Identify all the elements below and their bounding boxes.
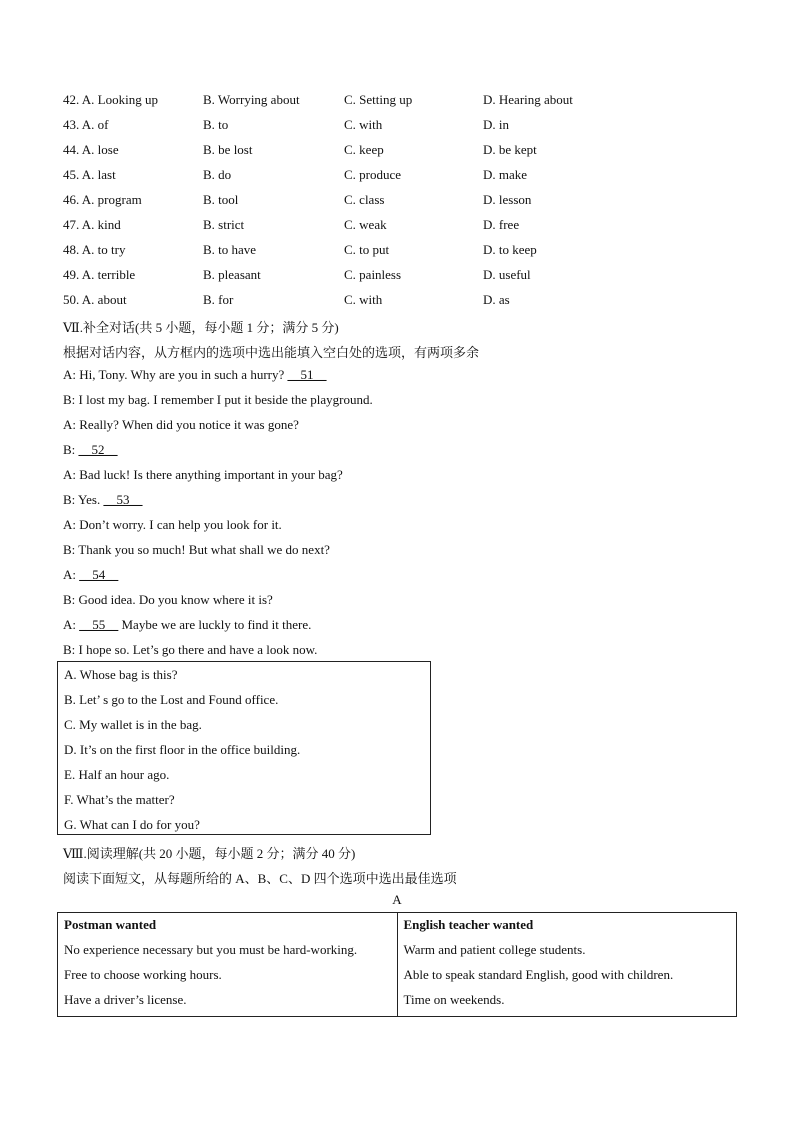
option-c: C. weak <box>344 217 387 232</box>
dialogue-line <box>63 492 142 508</box>
option-d: D. in <box>483 117 509 132</box>
dialogue-text: Maybe we are luckly to find it there. <box>118 617 312 632</box>
option-a: 49. A. terrible <box>63 267 136 282</box>
option-a: 44. A. lose <box>63 142 119 157</box>
dialogue-line <box>63 417 299 433</box>
option-row <box>63 267 743 287</box>
option-d: D. be kept <box>483 142 537 157</box>
option-c: C. to put <box>344 242 390 257</box>
dialogue-text: B: <box>63 442 79 457</box>
option-d: D. free <box>483 217 520 232</box>
option-c: C. produce <box>344 167 402 182</box>
choice-box <box>57 661 431 835</box>
dialogue-line <box>63 367 327 383</box>
ad-line: Able to speak standard English, good with children. <box>403 967 674 982</box>
option-c: C. class <box>344 192 385 207</box>
option-a: 45. A. last <box>63 167 116 182</box>
ad-line: No experience necessary but you must be hard-working. <box>64 942 358 957</box>
choice-item: E. Half an hour ago. <box>64 767 170 782</box>
dialogue-text: B: Good idea. Do you know where it is? <box>63 592 273 607</box>
dialogue-text: A: Really? When did you notice it was gone? <box>63 417 299 432</box>
ad-heading: Postman wanted <box>64 917 157 932</box>
dialogue-line <box>63 592 273 608</box>
option-d: D. Hearing about <box>483 92 573 107</box>
option-b: B. strict <box>203 217 245 232</box>
option-row <box>63 192 743 212</box>
dialogue-text: A: Hi, Tony. Why are you in such a hurry? <box>63 367 288 382</box>
option-d: D. useful <box>483 267 531 282</box>
choice-item: F. What’s the matter? <box>64 792 175 807</box>
choice-item: D. It’s on the first floor in the office building. <box>64 742 301 757</box>
option-row <box>63 217 743 237</box>
passage-label: A <box>392 892 402 907</box>
dialogue-line <box>63 567 118 583</box>
dialogue-line <box>63 517 282 533</box>
section-instruction-dialogue: 根据对话内容，从方框内的选项中选出能填入空白处的选项，有两项多余 <box>63 345 480 360</box>
option-c: C. Setting up <box>344 92 413 107</box>
option-b: B. tool <box>203 192 239 207</box>
ad-line: Have a driver’s license. <box>64 992 187 1007</box>
section-title-dialogue: Ⅶ.补全对话(共 5 小题，每小题 1 分；满分 5 分) <box>63 320 339 335</box>
option-b: B. be lost <box>203 142 253 157</box>
answer-blank: __52__ <box>78 442 118 457</box>
answer-blank: __51__ <box>287 367 327 382</box>
choice-item: C. My wallet is in the bag. <box>64 717 202 732</box>
option-a: 42. A. Looking up <box>63 92 158 107</box>
option-b: B. do <box>203 167 232 182</box>
dialogue-text: B: Yes. <box>63 492 104 507</box>
option-c: C. with <box>344 117 383 132</box>
choice-item: B. Let’ s go to the Lost and Found office. <box>64 692 279 707</box>
option-a: 50. A. about <box>63 292 127 307</box>
option-b: B. to have <box>203 242 257 257</box>
option-c: C. painless <box>344 267 402 282</box>
option-row <box>63 92 743 112</box>
answer-blank: __55__ <box>79 617 119 632</box>
dialogue-line <box>63 467 343 483</box>
option-row <box>63 142 743 162</box>
dialogue-text: A: <box>63 567 80 582</box>
option-c: C. keep <box>344 142 384 157</box>
job-ads-table <box>57 912 737 1017</box>
dialogue-text: A: Don’t worry. I can help you look for it. <box>63 517 282 532</box>
choice-item: A. Whose bag is this? <box>64 667 178 682</box>
option-a: 46. A. program <box>63 192 142 207</box>
option-row <box>63 117 743 137</box>
option-b: B. to <box>203 117 229 132</box>
option-row <box>63 167 743 187</box>
option-a: 43. A. of <box>63 117 109 132</box>
section-instruction-reading: 阅读下面短文，从每题所给的 A、B、C、D 四个选项中选出最佳选项 <box>63 871 457 886</box>
dialogue-line <box>63 442 118 458</box>
dialogue-line <box>63 617 311 633</box>
ad-line: Time on weekends. <box>403 992 505 1007</box>
answer-blank: __53__ <box>103 492 143 507</box>
option-d: D. make <box>483 167 528 182</box>
dialogue-text: A: <box>63 617 80 632</box>
option-b: B. Worrying about <box>203 92 300 107</box>
ad-english-teacher <box>397 913 737 1017</box>
option-d: D. to keep <box>483 242 537 257</box>
option-c: C. with <box>344 292 383 307</box>
dialogue-line <box>63 542 330 558</box>
option-d: D. as <box>483 292 510 307</box>
answer-blank: __54__ <box>79 567 119 582</box>
option-a: 47. A. kind <box>63 217 121 232</box>
option-b: B. for <box>203 292 234 307</box>
option-b: B. pleasant <box>203 267 261 282</box>
ad-line: Free to choose working hours. <box>64 967 222 982</box>
ad-heading: English teacher wanted <box>403 917 534 932</box>
ad-line: Warm and patient college students. <box>403 942 586 957</box>
dialogue-line <box>63 642 317 658</box>
section-title-reading: Ⅷ.阅读理解(共 20 小题，每小题 2 分；满分 40 分) <box>63 846 356 861</box>
dialogue-text: B: I hope so. Let’s go there and have a look now. <box>63 642 318 657</box>
dialogue-text: B: Thank you so much! But what shall we do next? <box>63 542 330 557</box>
option-d: D. lesson <box>483 192 532 207</box>
dialogue-text: A: Bad luck! Is there anything important in your bag? <box>63 467 343 482</box>
option-row <box>63 242 743 262</box>
dialogue-text: B: I lost my bag. I remember I put it beside the playground. <box>63 392 373 407</box>
dialogue-line <box>63 392 373 408</box>
choice-item: G. What can I do for you? <box>64 817 200 832</box>
option-a: 48. A. to try <box>63 242 126 257</box>
ad-postman <box>58 913 398 1017</box>
option-row <box>63 292 743 312</box>
